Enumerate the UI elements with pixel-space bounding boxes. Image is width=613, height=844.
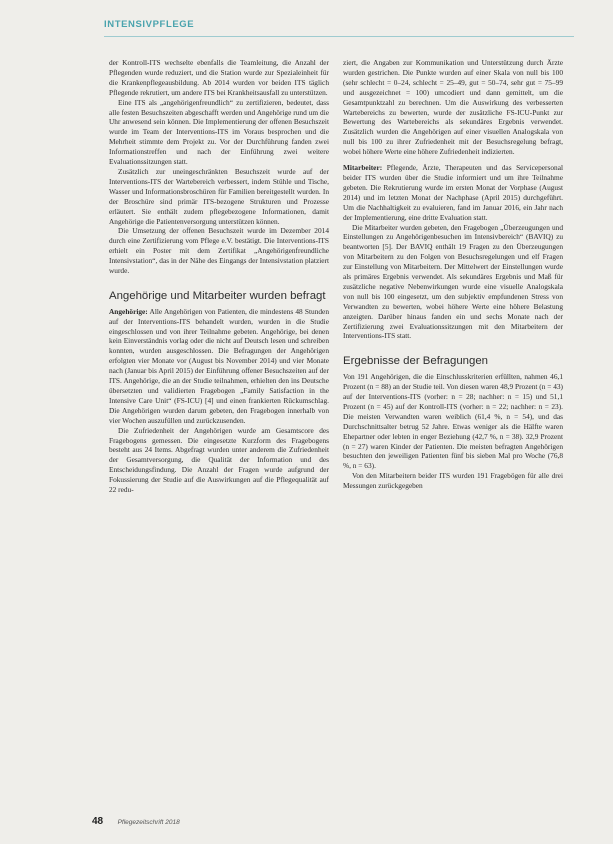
page-number: 48 [92, 816, 104, 827]
right-column [343, 58, 563, 491]
left-paragraph-6: Die Zufriedenheit der Angehörigen wurde am Gesamtscore des Fragebogens gemessen. Die eingesetzte Kurzform des Fragebogens besteht aus 24 Items. Abgefragt wurden unter anderem die Zufriedenheit der Gesamtversorgung, die Qualität der Information und des Entscheidungsfindung. Die Anzahl der Fragen wurde aufgrund der Fokussierung der Studie auf die Auswirkungen auf die Pflegequalität auf 22 redu- [109, 425, 329, 495]
left-column [109, 58, 329, 495]
right-paragraph-1: ziert, die Angaben zur Kommunikation und Unterstützung durch Ärzte wurden gestrichen. Die Punkte wurden auf einer Skala von null bis 100 (sehr schlecht = 0–24, schlecht = 25–49, gut = 50–74, sehr gut = 75–99 und ausgezeichnet = 100) umcodiert und dann gemittelt, um die Gesamtpunktzahl zu berechnen. Um die Auswirkung des verbesserten Wartebereichs zu bewerten, wurde der zusätzliche FS-ICU-Punkt zur Bewertung des Wartebereichs als sekundäres Ergebnis verwendet. Zusätzlich wurden die Angehörigen auf einer visuellen Analogskala von null bis 100 zu ihrer Zufriedenheit mit der Besuchsregelung befragt, wobei höhere Werte eine höhere Zufriedenheit indizierten. [343, 58, 563, 157]
journal-name: Pflegezeitschrift 2018 [117, 819, 180, 826]
right-paragraph-4: Von 191 Angehörigen, die die Einschlusskriterien erfüllten, nahmen 46,1 Prozent (n = 88) an der Studie teil. Von diesen waren 48,9 Prozent (n = 43) auf der Interventions-ITS (vorher: n = 28; nachher: n = 15) und 51,1 Prozent (n = 45) auf der Kontroll-ITS (vorher: n = 22; nachher: n = 23). Die meisten Verwandten waren weiblich (61,4 %, n = 54), und das Durchschnittsalter betrug 52 Jahre. Etwas weniger als die Hälfte waren Ehepartner oder lebten in enger Beziehung (42,7 %, n = 38). 32,9 Prozent (n = 27) waren Kinder der Patienten. Die meisten befragten Angehörigen besuchten den jeweiligen Patienten fünf bis sieben Mal pro Woche (76,8 %, n = 63). [343, 372, 563, 471]
page-footer [92, 811, 180, 829]
section-heading-2: Ergebnisse der Befragungen [343, 355, 489, 368]
right-paragraph-5: Von den Mitarbeitern beider ITS wurden 191 Fragebögen für alle drei Messungen zurückgegeben [343, 471, 563, 491]
paragraph-text: Alle Angehörigen von Patienten, die mindestens 48 Stunden auf der Interventions-ITS behandelt wurden, wurden in die Studie eingeschlossen und von ihrer Teilnahme gebeten. Angehörige, bei denen kein Einverständnis vorlag oder die nicht auf Deutsch lesen und schreiben konnten, wurden ausgeschlossen. Die Befragungen der Angehörigen erfolgten vier Monate vor (August bis November 2014) und vier Monate nach (Januar bis April 2015) der Einführung offener Besuchszeiten auf der ITS. Angehörige, die an der Studie teilnahmen, erhielten den ins Deutsche übersetzten und validierten Fragebogen „Family Satisfaction in the Intensive Care Unit“ (FS-ICU) [4] und einen frankierten Rückumschlag. Die Angehörigen wurden darum gebeten, den Fragebogen innerhalb von vier Wochen auszufüllen und zurückzusenden. [109, 306, 329, 425]
paragraph-label: Angehörige: [109, 306, 148, 316]
section-heading-1: Angehörige und Mitarbeiter wurden befragt [109, 289, 326, 302]
paragraph-text: Pflegende, Ärzte, Therapeuten und das Servicepersonal beider ITS wurden über die Studie informiert und um ihre Teilnahme gebeten. Die Rekrutierung wurde im ersten Monat der Vorphase (August 2014) und im letzten Monat der Nachphase (April 2015) durchgeführt. Um die Nachhaltigkeit zu evaluieren, fand im Januar 2016, ein Jahr nach der Implementierung, eine dritte Evaluation statt. [343, 163, 563, 222]
left-paragraph-3: Zusätzlich zur uneingeschränkten Besuchszeit wurde auf der Interventions-ITS der Wartebereich verbessert, indem Stühle und Tische, Wasser und Informationsbroschüren für Familien bereitgestellt wurden. In der Broschüre sind primär ITS-bezogene Strukturen und Prozesse erläutert. Sie enthält zudem pflegebezogene Informationen, damit Angehörige die Patientenversorgung unterstützen können. [109, 166, 329, 226]
header-rule [104, 36, 574, 37]
left-paragraph-1: der Kontroll-ITS wechselte ebenfalls die Teamleitung, die Anzahl der Pflegenden wurde reduziert, und die Station wurde zur Spezialeinheit für die Krankenpflegeausbildung. Ab 2014 wurden vor beiden ITS täglich Pflegende rekrutiert, um andere ITS bei Krankheitsausfall zu unterstützen. [109, 58, 329, 97]
left-paragraph-5 [109, 307, 329, 426]
paragraph-label: Mitarbeiter: [343, 163, 383, 173]
left-paragraph-4: Die Umsetzung der offenen Besuchszeit wurde im Dezember 2014 durch eine Zertifizierung vom Pflege e.V. bestätigt. Die Interventions-ITS erhielt ein Poster mit dem Zertifikat „Angehörigenfreundliche Intensivstation“, das in der Nähe des Eingangs der Intensivstation platziert wurde. [109, 226, 329, 276]
left-paragraph-2: Eine ITS als „angehörigenfreundlich“ zu zertifizieren, bedeutet, dass alle festen Besuchszeiten abgeschafft werden und Angehörige rund um die Uhr anwesend sein können. Die Implementierung der offenen Besuchszeit wurde im Team der Interventions-ITS im Voraus besprochen und die Mehrheit stimmte dem Projekt zu. Vor der Durchführung fanden zwei Informationstreffen und nach der Einführung zwei weitere Evaluationssitzungen statt. [109, 97, 329, 167]
section-tag: INTENSIVPFLEGE [104, 19, 195, 30]
right-paragraph-2 [343, 163, 563, 222]
right-paragraph-3: Die Mitarbeiter wurden gebeten, den Fragebogen „Überzeugungen und Einstellungen zu Angehörigenbesuchen im Intensivbereich“ (BAVIQ) zu beantworten [5]. Der BAVIQ enthält 19 Fragen zu den Überzeugungen von Mitarbeitern zu den Folgen von Besuchsregelungen und elf Fragen zur Einstellung von Mitarbeitern. Der Mittelwert der Einstellungen wurde als primäres Ergebnis verwendet. Als sekundäres Ergebnis und Maß für zusätzliche negative Nebenwirkungen wurde eine visuelle Analogskala von null bis 100 eingesetzt, um den subjektiv empfundenen Stress von Verwandten zu bewerten, wobei höhere Werte eine höhere Belastung anzeigten. Darüber hinaus fanden ein und sechs Monate nach der Zertifizierung zwei Evaluationssitzungen mit den Mitarbeitern der Interventions-ITS statt. [343, 222, 563, 341]
